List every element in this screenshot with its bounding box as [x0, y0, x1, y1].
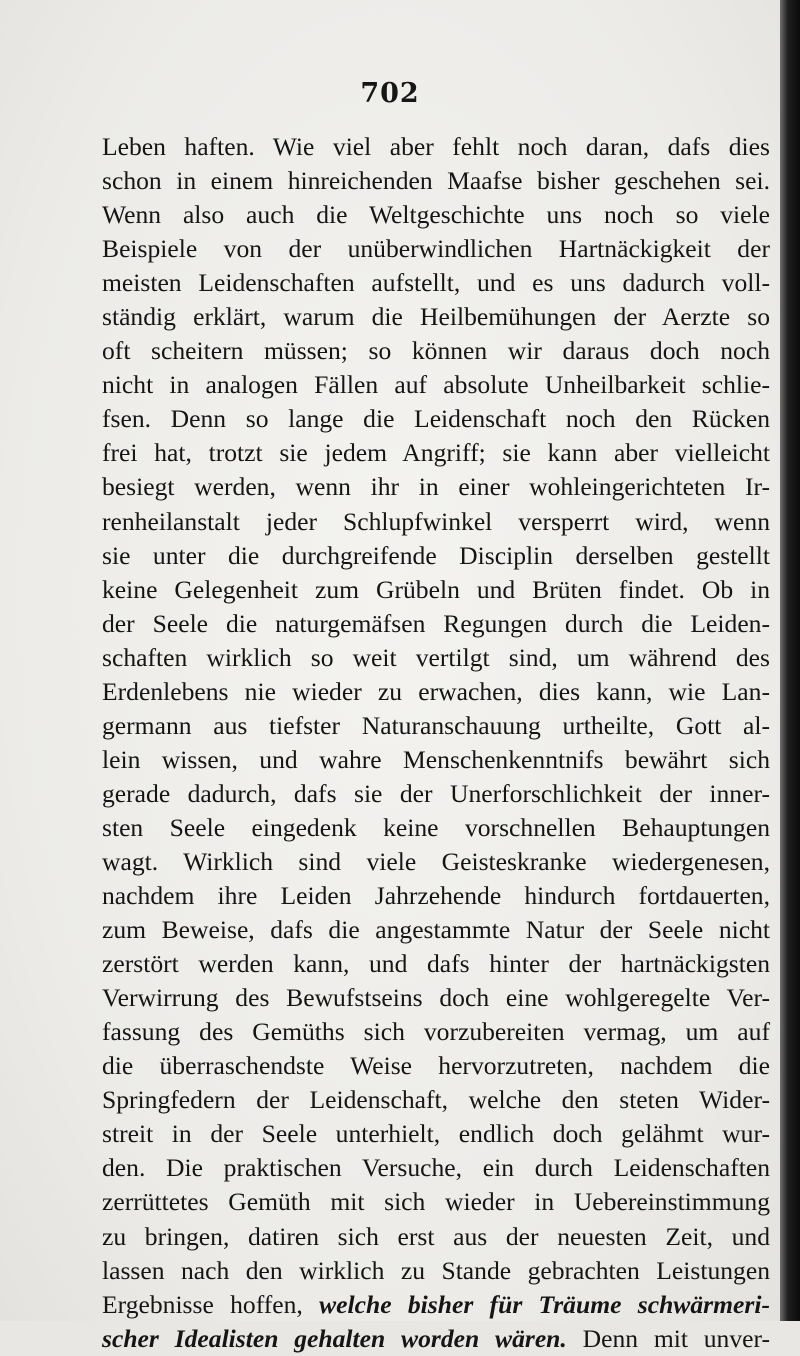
- text-line: [102, 1288, 770, 1322]
- text-line: keine Gelegenheit zum Grübeln und Brüten findet. Ob in: [102, 574, 770, 604]
- text-run: Denn mit unver-: [566, 1323, 771, 1353]
- text-line: renheilanstalt jeder Schlupfwinkel versperrt wird, wenn: [102, 506, 770, 536]
- emphasized-text: scher Idealisten gehalten worden wären.: [102, 1323, 567, 1353]
- text-line: fsen. Denn so lange die Leidenschaft noch den Rücken: [102, 404, 770, 434]
- text-line: zum Beweise, dafs die angestammte Natur der Seele nicht: [102, 915, 770, 945]
- emphasized-text: welche bisher für Träume schwärmeri-: [319, 1289, 770, 1319]
- text-line: fassung des Gemüths sich vorzubereiten vermag, um auf: [102, 1017, 770, 1047]
- text-line: nachdem ihre Leiden Jahrzehende hindurch fortdauerten,: [102, 881, 770, 911]
- text-line: lein wissen, und wahre Menschenkenntnifs bewährt sich: [102, 744, 770, 774]
- text-line: der Seele die naturgemäfsen Regungen durch die Leiden-: [102, 608, 770, 638]
- text-line: zerrüttetes Gemüth mit sich wieder in Uebereinstimmung: [102, 1187, 770, 1217]
- text-line: Erdenlebens nie wieder zu erwachen, dies kann, wie Lan-: [102, 676, 770, 706]
- text-line: Wenn also auch die Weltgeschichte uns noch so viele: [102, 200, 770, 230]
- text-line: die überraschendste Weise hervorzutreten, nachdem die: [102, 1051, 770, 1081]
- text-line: lassen nach den wirklich zu Stande gebrachten Leistungen: [102, 1255, 770, 1285]
- text-line: nicht in analogen Fällen auf absolute Unheilbarkeit schlie-: [102, 370, 770, 400]
- text-line: wagt. Wirklich sind viele Geisteskranke wiedergenesen,: [102, 846, 770, 876]
- text-run: Ergebnisse hoffen,: [102, 1289, 320, 1319]
- text-line: schon in einem hinreichenden Maafse bisher geschehen sei.: [102, 166, 770, 196]
- text-line: streit in der Seele unterhielt, endlich doch gelähmt wur-: [102, 1119, 770, 1149]
- body-text: [102, 130, 770, 1356]
- text-line: Leben haften. Wie viel aber fehlt noch daran, dafs dies: [102, 132, 770, 161]
- text-line: Beispiele von der unüberwindlichen Hartnäckigkeit der: [102, 234, 770, 264]
- page-number: 702: [360, 78, 420, 109]
- text-line: gerade dadurch, dafs sie der Unerforschlichkeit der inner-: [102, 778, 770, 808]
- text-line: germann aus tiefster Naturanschauung urtheilte, Gott al-: [102, 710, 770, 740]
- page-edge-shadow: [780, 0, 800, 1321]
- text-line: zerstört werden kann, und dafs hinter der hartnäckigsten: [102, 949, 770, 979]
- text-line: oft scheitern müssen; so können wir daraus doch noch: [102, 336, 770, 366]
- text-line: [102, 1322, 770, 1356]
- text-line: sten Seele eingedenk keine vorschnellen Behauptungen: [102, 812, 770, 842]
- text-line: Verwirrung des Bewufstseins doch eine wohlgeregelte Ver-: [102, 983, 770, 1013]
- text-line: den. Die praktischen Versuche, ein durch Leidenschaften: [102, 1153, 770, 1183]
- text-line: besiegt werden, wenn ihr in einer wohleingerichteten Ir-: [102, 472, 770, 502]
- text-line: sie unter die durchgreifende Disciplin derselben gestellt: [102, 540, 770, 570]
- text-line: zu bringen, datiren sich erst aus der neuesten Zeit, und: [102, 1221, 770, 1251]
- text-line: frei hat, trotzt sie jedem Angriff; sie kann aber vielleicht: [102, 438, 770, 468]
- text-line: schaften wirklich so weit vertilgt sind, um während des: [102, 642, 770, 672]
- text-line: Springfedern der Leidenschaft, welche den steten Wider-: [102, 1085, 770, 1115]
- text-line: ständig erklärt, warum die Heilbemühungen der Aerzte so: [102, 302, 770, 332]
- text-line: meisten Leidenschaften aufstellt, und es uns dadurch voll-: [102, 268, 770, 298]
